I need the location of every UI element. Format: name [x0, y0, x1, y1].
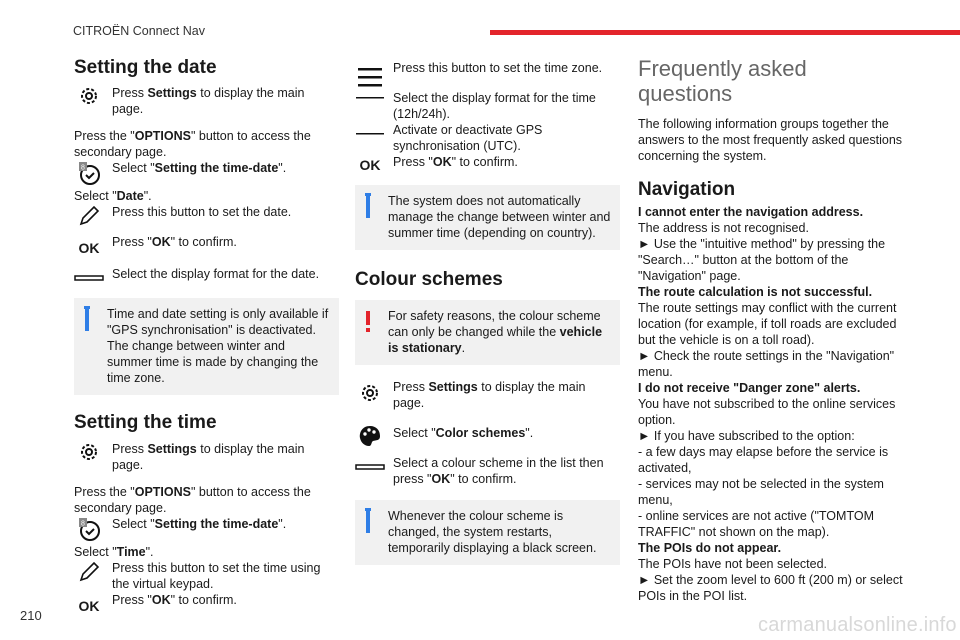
step-date-format: Select the display format for the date. [74, 266, 339, 282]
step-time-zone: Press this button to set the time zone. [355, 60, 620, 76]
info-box-dst: The system does not automatically manage the change between winter and summer time (depending on country). [355, 185, 620, 250]
warning-icon [366, 328, 370, 332]
watermark: carmanualsonline.info [758, 614, 957, 636]
settings-gear-icon [355, 382, 385, 408]
pencil-icon [74, 560, 104, 586]
ok-label: OK [359, 157, 381, 173]
menu-icon [355, 66, 385, 92]
section-title-date: Setting the date [74, 57, 217, 78]
time-date-icon [74, 516, 104, 542]
warning-box-colour: For safety reasons, the colour scheme can only be changed while the vehicle is stationary. [355, 300, 620, 365]
settings-gear-icon [74, 441, 104, 467]
section-title-faq: Frequently asked questions [638, 56, 807, 106]
column-faq: Frequently asked questions The following information groups together the answers to the most frequently asked questions concerning the system. Navigation I cannot enter the navigation address. The address is not recognised. ► Use the "intuitive method" by pressing the "Search…" button at the bottom of the "Navigation" page. The route calculation is not successful. The route settings may conflict with the current location (for example, if toll roads are excluded but the vehicle is on a toll road). ► Check the route settings in the "Navigation" menu. I do not receive "Danger zone" alerts. You have not subscribed to the online services option. ► If you have subscribed to the option: - a few days may elapse before the service is activated, - services may not be selected in the system menu, - online services are not active ("TOMTOM TRAFFIC" not shown on the map). The POIs do not appear. The POIs have not been selected. ► Set the zoom level to 600 ft (200 m) or select POIs in the POI list. [638, 56, 906, 604]
format-bar-icon [355, 464, 385, 490]
info-box-restart: Whenever the colour scheme is changed, the system restarts, temporarily displaying a black screen. [355, 500, 620, 565]
palette-icon [355, 423, 385, 449]
header-title: CITROËN Connect Nav [73, 24, 205, 38]
step-ok-date: OK Press "OK" to confirm. [74, 234, 339, 250]
ok-label: OK [78, 598, 100, 614]
svg-text:8: 8 [81, 520, 85, 528]
step-settings: Press Settings to display the main page. [74, 85, 339, 117]
step-select-colour: Select a colour scheme in the list then press "OK" to confirm. [355, 455, 620, 487]
step-time-format: Select the display format for the time (12h/24h). [355, 90, 620, 122]
step-time-date-2: 8 Select "Setting the time-date". [74, 516, 339, 532]
svg-text:8: 8 [81, 164, 85, 172]
section-title-colour: Colour schemes [355, 269, 503, 290]
step-ok-time: OK Press "OK" to confirm. [74, 592, 339, 608]
step-settings-colour: Press Settings to display the main page. [355, 379, 620, 411]
step-set-date: Press this button to set the date. [74, 204, 339, 220]
step-settings-time: Press Settings to display the main page. [74, 441, 339, 473]
pencil-icon [74, 204, 104, 230]
page-number: 210 [20, 608, 42, 623]
faq-intro: The following information groups together the answers to the most frequently asked questions concerning the system. [638, 117, 903, 163]
column-time-colour [355, 56, 620, 565]
settings-gear-icon [74, 85, 104, 111]
info-box-gps: Time and date setting is only available if "GPS synchronisation" is deactivated. The change between winter and summer time is made by changing the time zone. [74, 298, 339, 395]
time-date-icon [74, 160, 104, 186]
header-accent-bar [490, 30, 960, 35]
step-set-time: Press this button to set the time using the virtual keypad. [74, 560, 339, 592]
section-title-navigation: Navigation [638, 179, 736, 200]
ok-label: OK [78, 240, 100, 256]
section-title-time: Setting the time [74, 412, 217, 433]
step-colour-schemes: Select "Color schemes". [355, 425, 620, 441]
step-time-date: 8 Select "Setting the time-date". [74, 160, 339, 176]
column-date-time: Setting the date Press Settings to display the main page. Press the "OPTIONS" button to access the secondary page. 8 Select "Setting the time-date". Select "Date". Press this button to set the date. OK Press "OK" to confirm. Select the display format for the date. Time and date setting is only available if "GPS synchronisation" is deactivated. The change between winter and summer time is made by changing the time zone. Setting the time Press Settings to display the main page. Press the "OPTIONS" button to access the secondary page. 8 Select "Setting the time-date". Select "Time". Press this button to set the time using the virtual keypad. OK Press "OK" to confirm. [74, 56, 339, 608]
step-ok-zone: OK Press "OK" to confirm. [355, 154, 620, 170]
step-gps-sync: Activate or deactivate GPS synchronisation (UTC). [355, 122, 620, 154]
format-line-icon [355, 96, 385, 122]
